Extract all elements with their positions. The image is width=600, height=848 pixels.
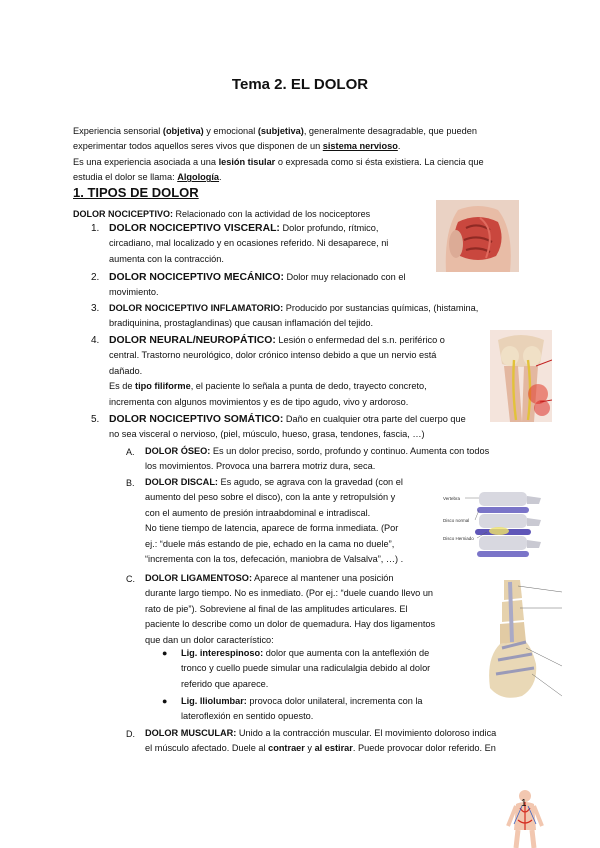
subitem-discal: DOLOR DISCAL: Es agudo, se agrava con la gravedad (con el aumento del peso sobre el disco), con la ante y retropulsión y con el aumento de presión intraabdominal e intradiscal. No tiene tiempo de latencia, aparece de forma inmediata. (Por ej.: “duele más estando de pie, echado en la cama no duele”, “incrementa con la tos, defecación, maniobra de Valsalva”, …) . [145,477,404,565]
bullet-iliolumbar: Lig. Iliolumbar: provoca dolor unilateral, incrementa con la lateroflexión en sentido opuesto. [181,696,423,722]
neural-pain-illustration [490,330,552,422]
bullet-interespinoso: Lig. interespinoso: dolor que aumenta con la anteflexión de tronco y cuello puede simular una radiculalgia debido al dolor referido que aparece. [181,648,431,689]
body-illustration [500,786,550,848]
section-heading: 1. TIPOS DE DOLOR [73,185,199,200]
item-number: 2. [91,272,100,283]
disc-label-herniado: Disco Herniado [443,536,474,541]
subitem-letter: B. [126,478,135,488]
subitem-oseo: DOLOR ÓSEO: Es un dolor preciso, sordo, profundo y continuo. Aumenta con todos los movimientos. Provoca una barrera motriz dura, seca. [145,446,490,472]
disc-label-vertebra: Vertebra [443,496,461,501]
nociceptive-line: DOLOR NOCICEPTIVO: Relacionado con la actividad de los nociceptores [73,209,371,219]
abdomen-illustration [436,200,519,272]
page-number: 1 [521,798,527,809]
item-visceral: DOLOR NOCICEPTIVO VISCERAL: Dolor profundo, rítmico, circadiano, mal localizado y en ocasiones referido. Ni desaparece, ni aumenta con la contracción. [109,223,389,264]
subitem-ligamentoso: DOLOR LIGAMENTOSO: Aparece al mantener una posición durante largo tiempo. No es inmediato. (Por ej.: “duele cuando llevo un rato de pie”). Sobreviene al final de las amplitudes articulares. El paciente lo describe como un dolor de quemadura. Hay dos ligamentos que dan un dolor característico: [145,573,436,645]
item-number: 3. [91,303,100,314]
disc-herniation-diagram [441,490,547,565]
item-number: 4. [91,335,100,346]
item-number: 5. [91,414,100,425]
item-neuropatico: DOLOR NEURAL/NEUROPÁTICO: Lesión o enfermedad del s.n. periférico o central. Trastorno neurológico, dolor crónico intenso debido a que un nervio está dañado. Es de tipo filiforme, el paciente lo señala a punta de dedo, trayecto concreto, incrementa con algunos movimientos y es de tipo agudo, vivo y ardoroso. [109,335,445,407]
bullet-dot: ● [162,696,168,706]
item-mecanico: DOLOR NOCICEPTIVO MECÁNICO: Dolor muy relacionado con el movimiento. [109,272,406,298]
ligament-illustration [482,578,562,704]
subitem-muscular: DOLOR MUSCULAR: Unido a la contracción muscular. El movimiento doloroso indica el músculo afectado. Duele al contraer y al estirar. Puede provocar dolor referido. En [145,728,497,754]
subitem-letter: D. [126,729,135,739]
item-number: 1. [91,223,100,234]
subitem-letter: C. [126,574,135,584]
item-somatico: DOLOR NOCICEPTIVO SOMÁTICO: Daño en cualquier otra parte del cuerpo que no sea visceral o nervioso, (piel, músculo, hueso, grasa, tendones, fascia, …) [109,414,466,440]
disc-label-normal: Disco normal [443,518,470,523]
bullet-dot: ● [162,648,168,658]
intro-paragraph: Experiencia sensorial (objetiva) y emocional (subjetiva), generalmente desagradable, que pueden experimentar todos aquellos seres vivos que disponen de un sistema nervioso. Es una experiencia asociada a una lesión tisular o expresada como si ésta existiera. La ciencia que estudia el dolor se llama: Algología. [73,126,484,183]
item-inflamatorio: DOLOR NOCICEPTIVO INFLAMATORIO: Producido por sustancias químicas, (histamina, bradiquinina, prostaglandinas) que causan inflamación del tejido. [109,303,479,329]
page-title: Tema 2. EL DOLOR [231,76,369,93]
subitem-letter: A. [126,447,135,457]
